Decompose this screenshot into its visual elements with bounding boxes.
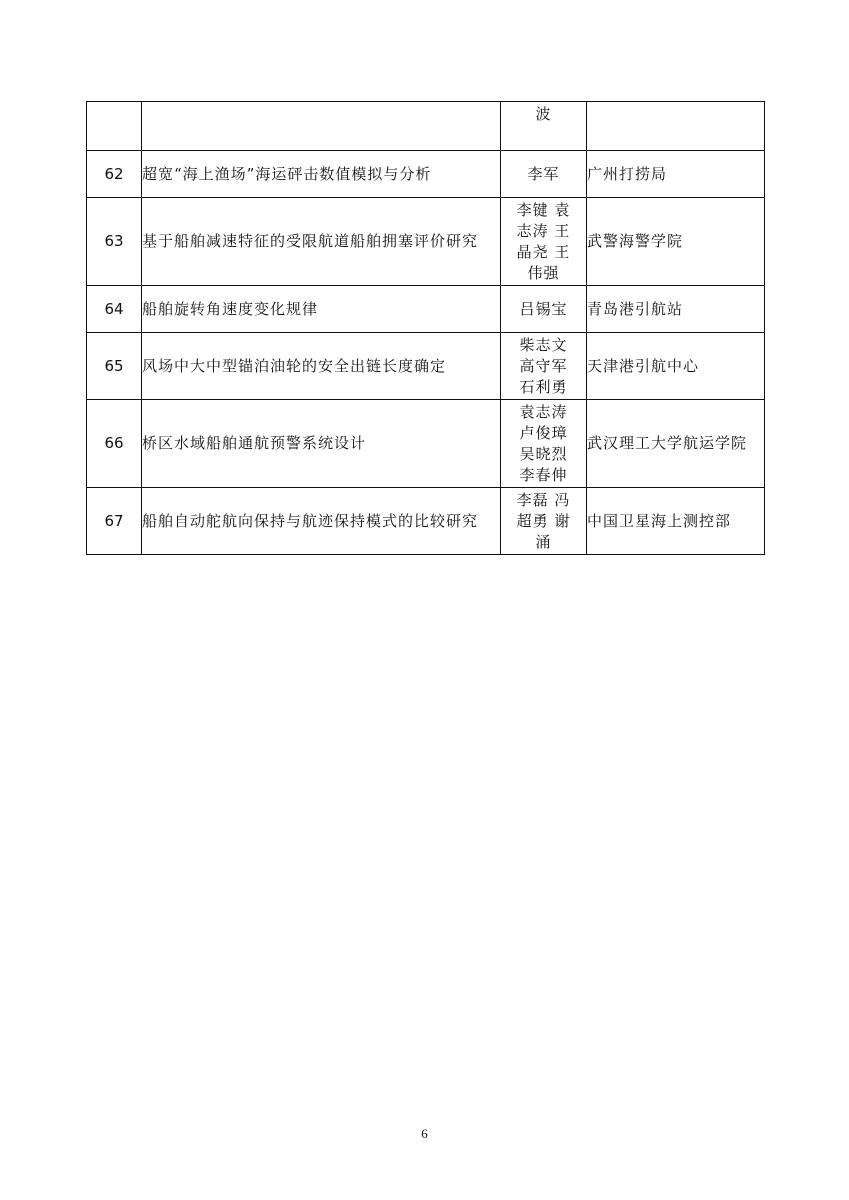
project-title [142, 102, 501, 151]
author-line: 卢俊璋 [519, 423, 568, 442]
table-row [87, 198, 765, 286]
author-line: 超勇 谢 [516, 511, 571, 530]
table-row [87, 400, 765, 488]
table-row [87, 102, 765, 151]
row-number: 64 [87, 286, 142, 333]
project-organization: 武警海警学院 [587, 198, 765, 286]
row-number [87, 102, 142, 151]
page-number: 6 [421, 1126, 428, 1141]
project-authors [501, 333, 587, 400]
project-authors [501, 151, 587, 198]
author-line: 李磊 冯 [516, 490, 571, 509]
project-title: 风场中大中型锚泊油轮的安全出链长度确定 [142, 333, 501, 400]
projects-table [86, 101, 765, 555]
author-line: 李春伸 [519, 465, 568, 484]
row-number: 63 [87, 198, 142, 286]
project-authors [501, 400, 587, 488]
project-authors [501, 488, 587, 555]
project-authors [501, 102, 587, 151]
project-title: 基于船舶减速特征的受限航道船舶拥塞评价研究 [142, 198, 501, 286]
author-line: 高守军 [519, 356, 568, 375]
project-organization [587, 102, 765, 151]
project-authors [501, 198, 587, 286]
author-line: 石利勇 [519, 377, 568, 396]
project-title: 桥区水域船舶通航预警系统设计 [142, 400, 501, 488]
project-title: 船舶自动舵航向保持与航迹保持模式的比较研究 [142, 488, 501, 555]
table-row [87, 488, 765, 555]
project-title: 船舶旋转角速度变化规律 [142, 286, 501, 333]
project-organization: 武汉理工大学航运学院 [587, 400, 765, 488]
project-authors [501, 286, 587, 333]
row-number: 66 [87, 400, 142, 488]
author-line: 涌 [535, 532, 552, 551]
table-row [87, 151, 765, 198]
author-line: 吴晓烈 [519, 444, 568, 463]
author-line: 志涛 王 [516, 221, 571, 240]
project-organization: 天津港引航中心 [587, 333, 765, 400]
author-line: 李键 袁 [516, 200, 571, 219]
row-number: 65 [87, 333, 142, 400]
project-title: 超宽“海上渔场”海运砰击数值模拟与分析 [142, 151, 501, 198]
table-row [87, 286, 765, 333]
project-organization: 广州打捞局 [587, 151, 765, 198]
author-line: 柴志文 [519, 335, 568, 354]
author-line: 吕锡宝 [519, 299, 568, 318]
row-number: 67 [87, 488, 142, 555]
project-organization: 青岛港引航站 [587, 286, 765, 333]
project-organization: 中国卫星海上测控部 [587, 488, 765, 555]
author-line: 波 [535, 105, 552, 123]
row-number: 62 [87, 151, 142, 198]
author-line: 袁志涛 [519, 402, 568, 421]
author-line: 伟强 [527, 263, 560, 282]
table-row [87, 333, 765, 400]
author-line: 李军 [527, 164, 560, 183]
author-line: 晶尧 王 [516, 242, 571, 261]
